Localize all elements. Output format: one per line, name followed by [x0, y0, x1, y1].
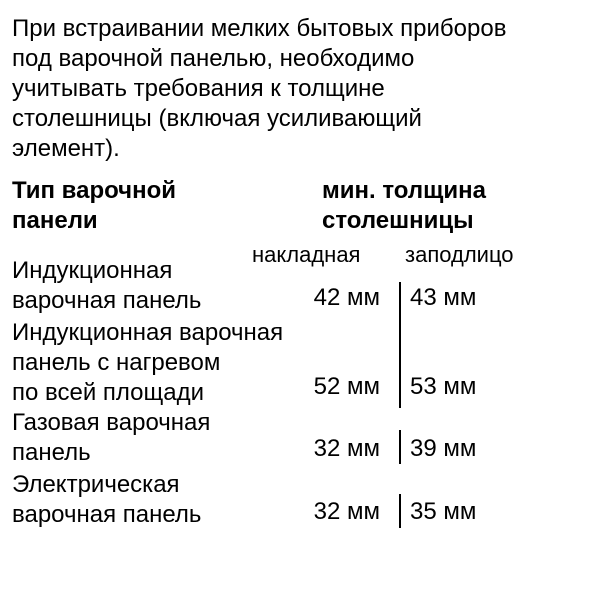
header-line: мин. толщина	[322, 177, 486, 204]
header-line: Тип варочной	[12, 177, 177, 204]
table-row-label	[12, 408, 210, 468]
column-header-min-thickness	[322, 176, 486, 236]
table-row-label	[12, 470, 201, 530]
table-row-label	[12, 318, 283, 408]
subheader-overlay: накладная	[252, 242, 361, 267]
row-label-line: варочная панель	[12, 501, 202, 528]
value-flush: 39 мм	[410, 435, 477, 462]
row-label-line: Индукционная варочная	[12, 319, 284, 346]
header-line: панели	[12, 207, 98, 234]
row-label-line: Газовая варочная	[12, 409, 211, 436]
row-label-line: варочная панель	[12, 287, 202, 314]
column-divider	[399, 282, 401, 316]
intro-line: При встраивании мелких бытовых приборов	[12, 15, 507, 42]
intro-line: элемент).	[12, 135, 120, 162]
intro-line: столешницы (включая усиливающий	[12, 105, 422, 132]
row-label-line: по всей площади	[12, 379, 205, 406]
column-divider	[399, 316, 401, 408]
header-line: столешницы	[322, 207, 474, 234]
intro-paragraph	[12, 14, 592, 164]
intro-line: под варочной панелью, необходимо	[12, 45, 415, 72]
value-overlay: 32 мм	[313, 435, 380, 462]
table-row-label	[12, 256, 201, 316]
column-header-hob-type	[12, 176, 176, 236]
column-divider	[399, 430, 401, 464]
value-flush: 43 мм	[410, 284, 477, 311]
value-flush: 53 мм	[410, 373, 477, 400]
intro-line: учитывать требования к толщине	[12, 75, 385, 102]
row-label-line: панель	[12, 439, 91, 466]
value-overlay: 32 мм	[313, 498, 380, 525]
value-flush: 35 мм	[410, 498, 477, 525]
row-label-line: Электрическая	[12, 471, 180, 498]
value-overlay: 52 мм	[313, 373, 380, 400]
subheader-flush: заподлицо	[405, 242, 514, 267]
value-overlay: 42 мм	[313, 284, 380, 311]
row-label-line: Индукционная	[12, 257, 173, 284]
row-label-line: панель с нагревом	[12, 349, 221, 376]
column-divider	[399, 494, 401, 528]
